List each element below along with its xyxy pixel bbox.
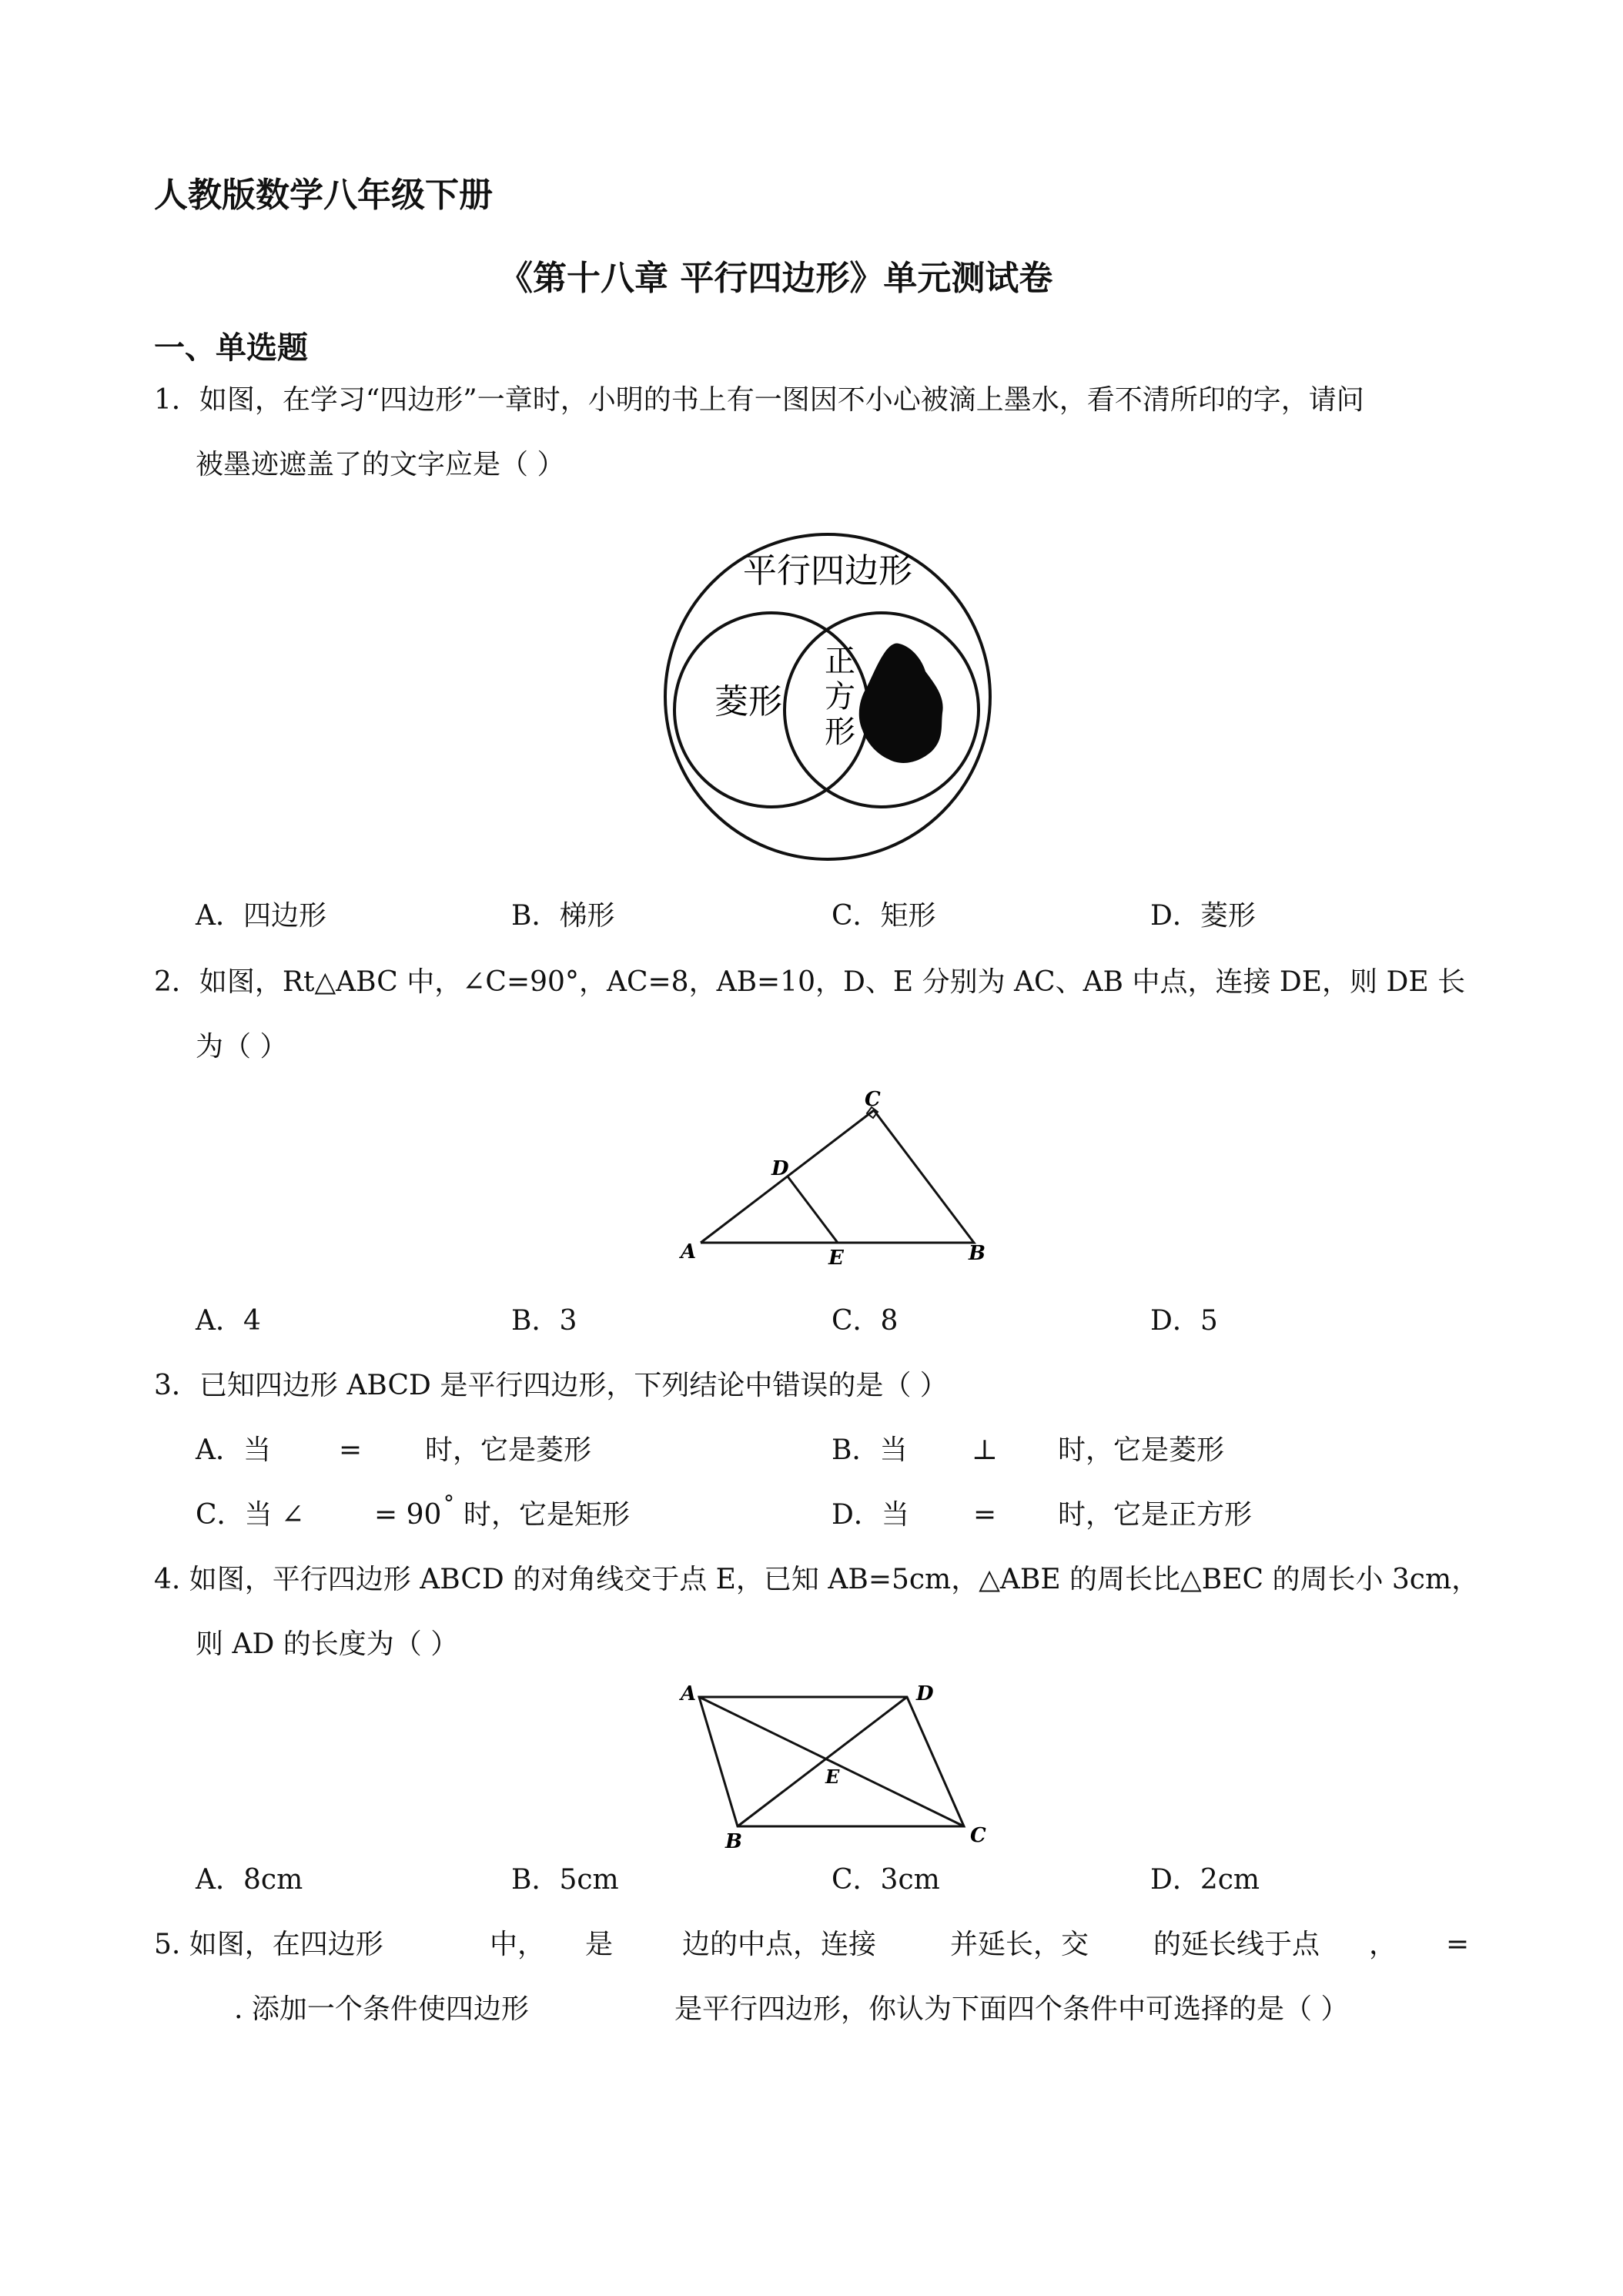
- mid-label-3: 形: [825, 715, 855, 750]
- q2-stem-line1: 2．如图，Rt△ABC 中，∠C=90°，AC=8，AB=10，D、E 分别为 AC、AB 中点，连接 DE，则 DE 长: [154, 966, 1466, 998]
- q3-option-c-suffix: 时，它是矩形: [463, 1499, 631, 1531]
- q1-option-b[interactable]: B．梯形: [511, 900, 615, 932]
- q1-stem-line2: 被墨迹遮盖了的文字应是（ ）: [196, 449, 565, 480]
- q4-stem-line2: 则 AD 的长度为（ ）: [196, 1628, 459, 1660]
- q3-option-d-symbol: =: [973, 1499, 997, 1531]
- q5-fragment-8: =: [1446, 1929, 1470, 1960]
- q2-option-d[interactable]: D．5: [1150, 1305, 1218, 1337]
- diagonal-ac: [699, 1697, 964, 1826]
- q4-option-a[interactable]: A．8cm: [196, 1864, 303, 1896]
- q4-option-c[interactable]: C．3cm: [832, 1864, 940, 1896]
- q2-option-b[interactable]: B．3: [511, 1305, 577, 1337]
- q1-option-a[interactable]: A．四边形: [196, 900, 326, 932]
- q1-option-c[interactable]: C．矩形: [832, 900, 936, 932]
- label-a: A: [681, 1682, 697, 1705]
- q3-option-d-prefix[interactable]: D．当: [832, 1499, 909, 1531]
- label-b: B: [969, 1242, 986, 1265]
- label-e: E: [828, 1247, 844, 1270]
- outer-label: 平行四边形: [743, 551, 912, 591]
- label-b: B: [725, 1830, 742, 1853]
- q5-fragment-2: 中，: [490, 1929, 546, 1960]
- document-subtitle: 人教版数学八年级下册: [154, 176, 493, 215]
- document-title: 《第十八章 平行四边形》单元测试卷: [499, 259, 1053, 298]
- q3-option-b-prefix[interactable]: B．当: [832, 1434, 908, 1466]
- q3-option-a-symbol: =: [339, 1434, 363, 1466]
- q5-fragment-6: 的延长线于点: [1153, 1929, 1320, 1960]
- triangle-abc: [701, 1110, 974, 1243]
- label-c: C: [970, 1824, 986, 1847]
- q3-option-c-value: = 90: [374, 1499, 442, 1531]
- segment-de: [788, 1176, 838, 1243]
- ink-blot: [859, 643, 943, 762]
- q2-triangle-figure: [670, 1087, 1009, 1280]
- q5-fragment-7: ，: [1369, 1929, 1397, 1960]
- q3-stem: 3．已知四边形 ABCD 是平行四边形，下列结论中错误的是（ ）: [154, 1370, 948, 1401]
- q2-option-a[interactable]: A．4: [196, 1305, 261, 1337]
- q1-venn-figure: [654, 531, 1009, 862]
- q3-option-a-suffix: 时，它是菱形: [425, 1434, 592, 1466]
- q5-fragment-3: 是: [585, 1929, 614, 1960]
- q3-option-c-prefix[interactable]: C．当 ∠: [196, 1499, 305, 1531]
- q4-parallelogram-figure: [671, 1677, 1002, 1856]
- q3-option-c-degree: °: [443, 1491, 454, 1516]
- q3-option-b-symbol: ⊥: [972, 1434, 998, 1466]
- q2-option-c[interactable]: C．8: [832, 1305, 899, 1337]
- q5-fragment-1: 5. 如图，在四边形: [154, 1929, 383, 1960]
- mid-label-1: 正: [825, 644, 855, 679]
- q3-option-a-prefix[interactable]: A．当: [196, 1434, 271, 1466]
- q4-option-b[interactable]: B．5cm: [511, 1864, 619, 1896]
- q3-option-b-suffix: 时，它是菱形: [1058, 1434, 1225, 1466]
- label-a: A: [681, 1240, 697, 1263]
- label-c: C: [865, 1088, 881, 1111]
- q1-stem-line1: 1．如图，在学习“四边形”一章时，小明的书上有一图因不小心被滴上墨水，看不清所印的字，请问: [154, 384, 1364, 416]
- q2-stem-line2: 为（ ）: [196, 1031, 288, 1063]
- q4-stem-line1: 4. 如图，平行四边形 ABCD 的对角线交于点 E，已知 AB=5cm，△ABE 的周长比△BEC 的周长小 3cm，: [154, 1564, 1480, 1595]
- q5-fragment-4: 边的中点，连接: [682, 1929, 877, 1960]
- mid-label-2: 方: [825, 679, 855, 715]
- label-d: D: [916, 1682, 934, 1705]
- label-e: E: [825, 1766, 840, 1788]
- q3-option-d-suffix: 时，它是正方形: [1058, 1499, 1253, 1531]
- q5-fragment-9: . 添加一个条件使四边形: [234, 1993, 529, 2025]
- diagonal-bd: [738, 1697, 907, 1826]
- q5-fragment-5: 并延长，交: [950, 1929, 1089, 1960]
- q4-option-d[interactable]: D．2cm: [1150, 1864, 1260, 1896]
- q1-option-d[interactable]: D．菱形: [1150, 900, 1256, 932]
- section-heading: 一、单选题: [154, 330, 308, 366]
- q5-fragment-10: 是平行四边形，你认为下面四个条件中可选择的是（ ）: [674, 1993, 1349, 2025]
- label-d: D: [771, 1157, 789, 1180]
- left-label: 菱形: [714, 682, 782, 721]
